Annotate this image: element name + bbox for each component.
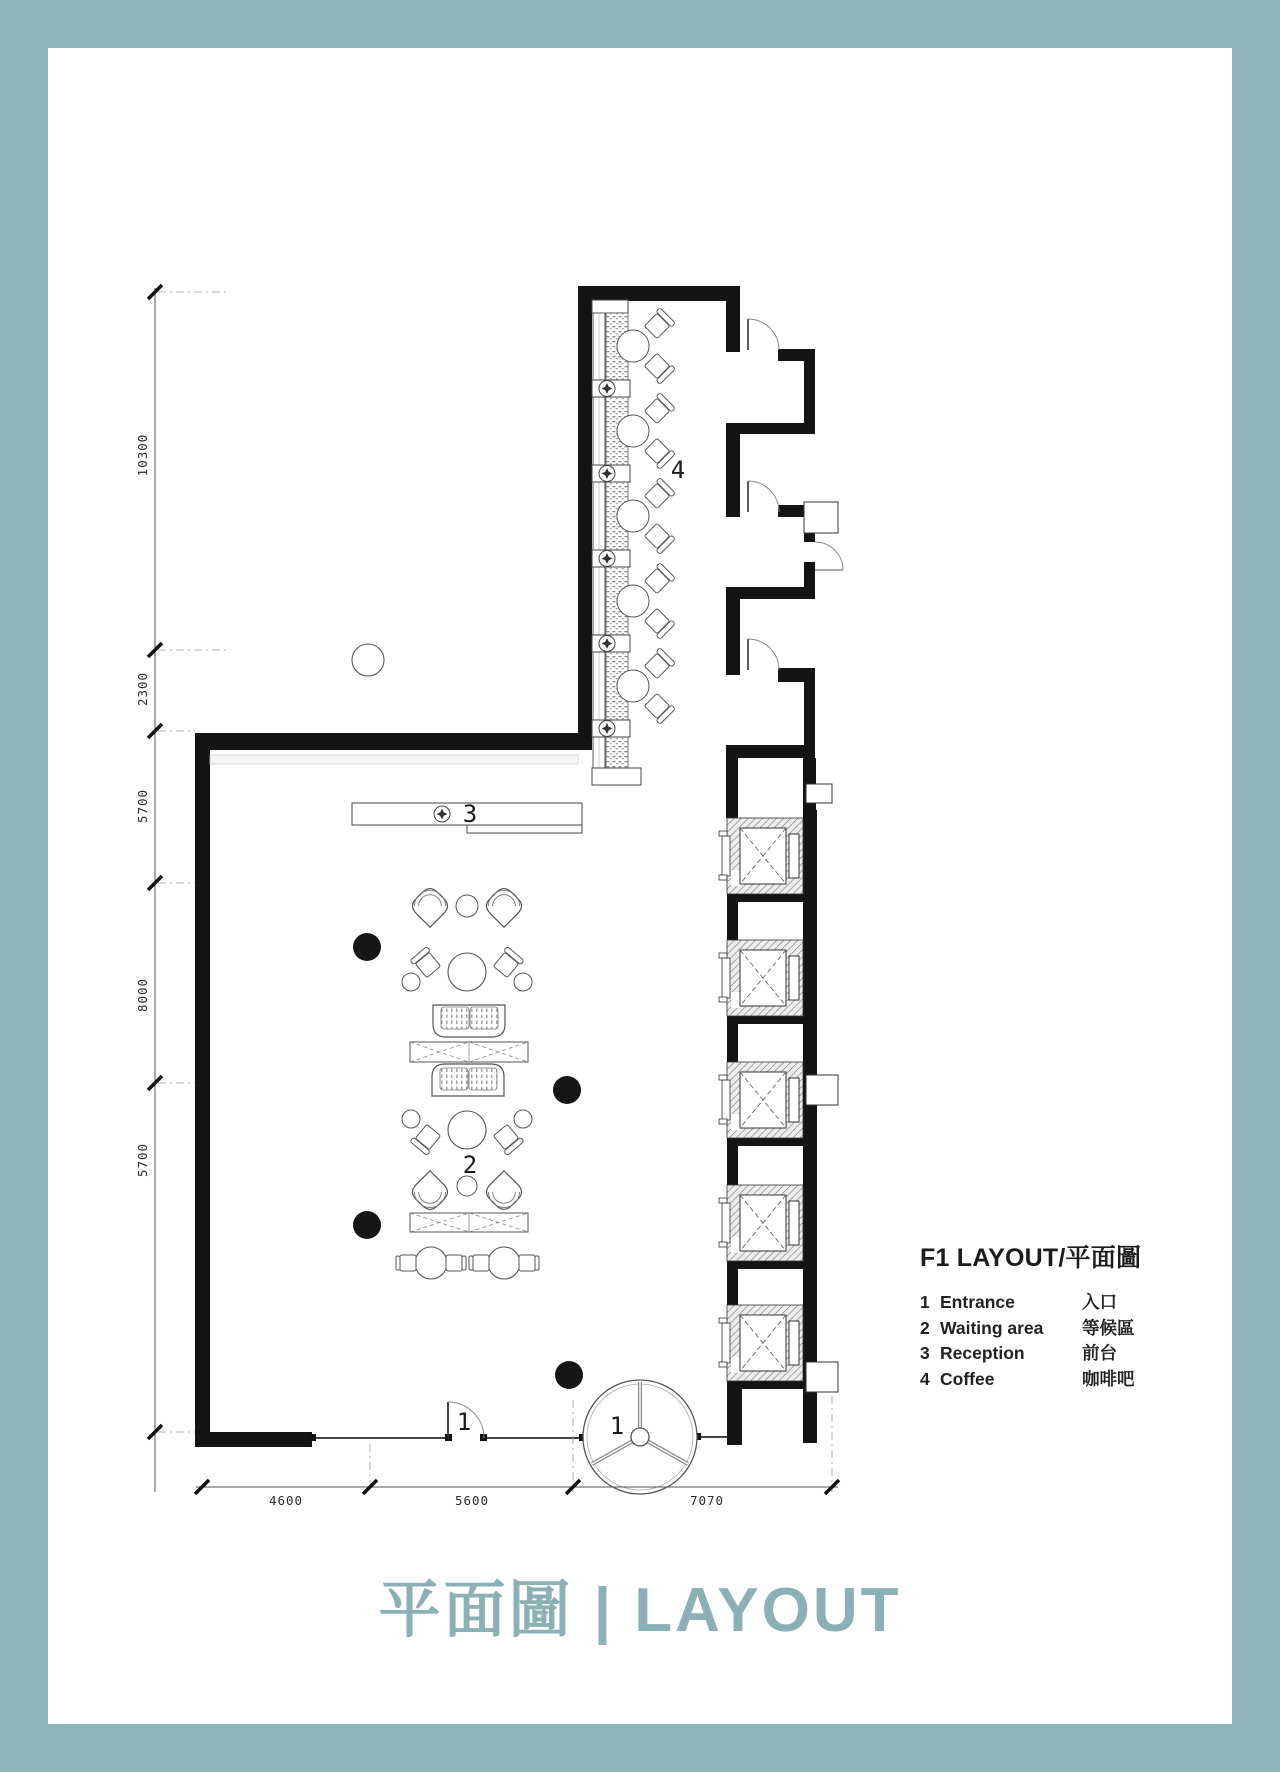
column-marker-icon xyxy=(599,636,615,652)
legend-item-reception: 3 Reception 前台 xyxy=(920,1343,1117,1363)
label-waiting: 2 xyxy=(462,1151,478,1179)
door-swings xyxy=(748,319,843,670)
column-marker-icon xyxy=(599,551,615,567)
label-entrance-door: 1 xyxy=(456,1408,472,1436)
round-column xyxy=(352,644,384,676)
svg-text:5700: 5700 xyxy=(135,1142,150,1178)
legend-item-waiting-area: 2 Waiting area 等候區 xyxy=(920,1317,1135,1338)
legend-item-coffee: 4 Coffee 咖啡吧 xyxy=(920,1368,1135,1389)
entrance xyxy=(309,1380,727,1494)
column-marker-icon xyxy=(599,721,615,737)
plan-number-labels xyxy=(457,456,685,1440)
coffee-banquette xyxy=(592,300,641,785)
label-coffee: 4 xyxy=(670,456,686,484)
svg-text:4600: 4600 xyxy=(268,1493,304,1508)
svg-text:8000: 8000 xyxy=(135,977,150,1013)
ceiling-recess-line xyxy=(210,755,578,764)
column-marker-icon xyxy=(434,806,450,822)
column-marker-icon xyxy=(599,466,615,482)
svg-text:5700: 5700 xyxy=(135,788,150,824)
svg-text:10300: 10300 xyxy=(135,433,150,477)
svg-text:2300: 2300 xyxy=(135,671,150,707)
dimension-chain-bottom xyxy=(195,1396,839,1508)
legend xyxy=(920,1238,1190,1392)
svg-text:7070: 7070 xyxy=(689,1493,725,1508)
dimension-chain-left xyxy=(135,285,228,1492)
column-marker-icon xyxy=(599,381,615,397)
legend-title: F1 LAYOUT/平面圖 xyxy=(920,1244,1142,1272)
label-reception: 3 xyxy=(462,800,478,828)
sheet-title: 平面圖 | LAYOUT xyxy=(378,1576,902,1645)
revolving-door xyxy=(583,1380,697,1494)
legend-item-entrance: 1 Entrance 入口 xyxy=(920,1292,1117,1312)
svg-text:5600: 5600 xyxy=(454,1493,490,1508)
waiting-area-furniture xyxy=(396,884,539,1279)
label-revolving: 1 xyxy=(609,1412,625,1440)
